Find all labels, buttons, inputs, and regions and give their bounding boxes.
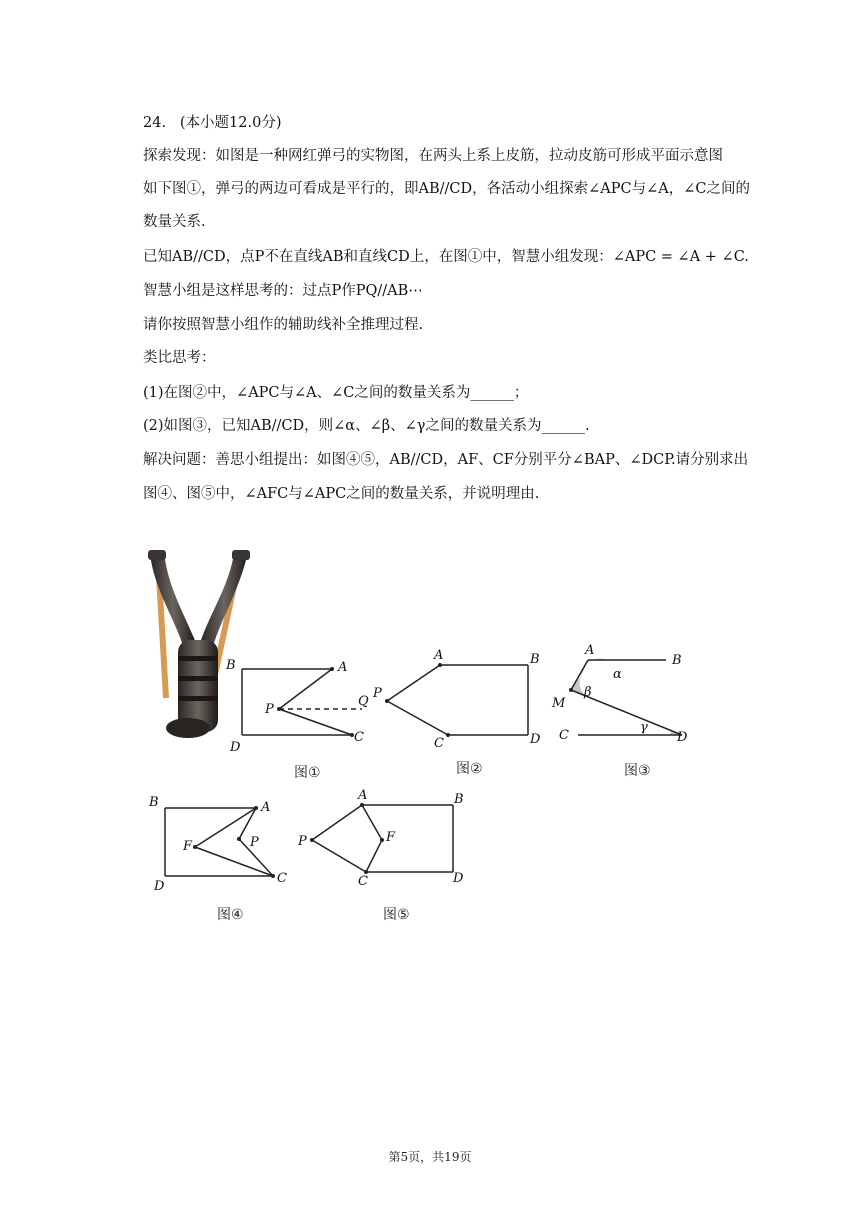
fig5-label-P: P (298, 834, 307, 849)
fig5-label-B: B (454, 792, 464, 807)
question-line-4: 已知AB//CD，点P不在直线AB和直线CD上，在图①中，智慧小组发现：∠APC = ∠A + ∠C. (143, 249, 749, 265)
fig1-label-Q: Q (358, 694, 369, 709)
question-line-10: 解决问题：善思小组提出：如图④⑤，AB//CD，AF、CF分别平分∠BAP、∠DCP.请分别求出 (143, 452, 749, 468)
fig2-label-D: D (530, 732, 541, 747)
question-line-2: 如下图①，弹弓的两边可看成是平行的，即AB//CD，各活动小组探索∠APC与∠A，∠C之间的 (143, 181, 750, 197)
question-score: (本小题12.0分) (179, 115, 282, 131)
fig5-label-D: D (453, 871, 464, 886)
fig2-label-B: B (530, 652, 540, 667)
fig4-label-C: C (277, 871, 287, 886)
fig4-label-P: P (250, 835, 259, 850)
fig3-caption: 图③ (624, 763, 651, 779)
figure-2 (370, 645, 550, 750)
fig1-label-C: C (354, 730, 364, 745)
page-footer: 第5页，共19页 (388, 1150, 472, 1164)
figure-4 (145, 793, 295, 893)
fig2-caption: 图② (456, 761, 483, 777)
figure-5 (292, 785, 472, 895)
fig3-label-beta: β (584, 685, 592, 700)
question-line-11: 图④、图⑤中，∠AFC与∠APC之间的数量关系，并说明理由. (143, 486, 540, 502)
fig4-label-B: B (149, 795, 159, 810)
fig3-label-alpha: α (613, 667, 622, 682)
question-line-3: 数量关系. (143, 214, 206, 230)
figure-3 (548, 640, 698, 750)
fig4-label-A: A (261, 800, 271, 815)
fig5-label-F: F (386, 830, 396, 845)
question-header (143, 113, 282, 133)
fig2-label-C: C (434, 736, 444, 750)
question-line-6: 请你按照智慧小组作的辅助线补全推理过程. (143, 317, 424, 333)
question-number: 24. (143, 115, 167, 131)
fig1-label-P: P (265, 702, 274, 717)
question-line-5: 智慧小组是这样思考的：过点P作PQ//AB⋯ (143, 283, 423, 299)
fig1-label-A: A (338, 660, 348, 675)
fig3-label-A: A (585, 643, 595, 658)
fig5-label-C: C (358, 874, 368, 889)
fig4-label-F: F (183, 839, 193, 854)
fig5-caption: 图⑤ (383, 907, 410, 923)
fig3-label-gamma: γ (640, 720, 648, 735)
fig5-label-A: A (358, 788, 368, 803)
fig3-label-D: D (677, 730, 688, 745)
question-line-9: (2)如图③，已知AB//CD，则∠α、∠β、∠γ之间的数量关系为______. (143, 418, 590, 434)
fig1-label-D: D (230, 740, 241, 755)
question-line-8: (1)在图②中，∠APC与∠A、∠C之间的数量关系为______； (143, 385, 529, 401)
question-line-1: 探索发现：如图是一种网红弹弓的实物图，在两头上系上皮筋，拉动皮筋可形成平面示意图 (143, 148, 723, 164)
fig1-label-B: B (226, 658, 236, 673)
fig3-label-C: C (559, 728, 569, 743)
fig4-caption: 图④ (217, 907, 244, 923)
fig3-label-M: M (552, 696, 566, 711)
fig1-caption: 图① (294, 765, 321, 781)
fig2-label-A: A (434, 648, 444, 663)
fig3-label-B: B (672, 653, 682, 668)
fig4-label-D: D (154, 879, 165, 893)
question-line-7: 类比思考： (143, 350, 216, 366)
fig2-label-P: P (373, 686, 382, 701)
figure-1 (222, 655, 382, 755)
